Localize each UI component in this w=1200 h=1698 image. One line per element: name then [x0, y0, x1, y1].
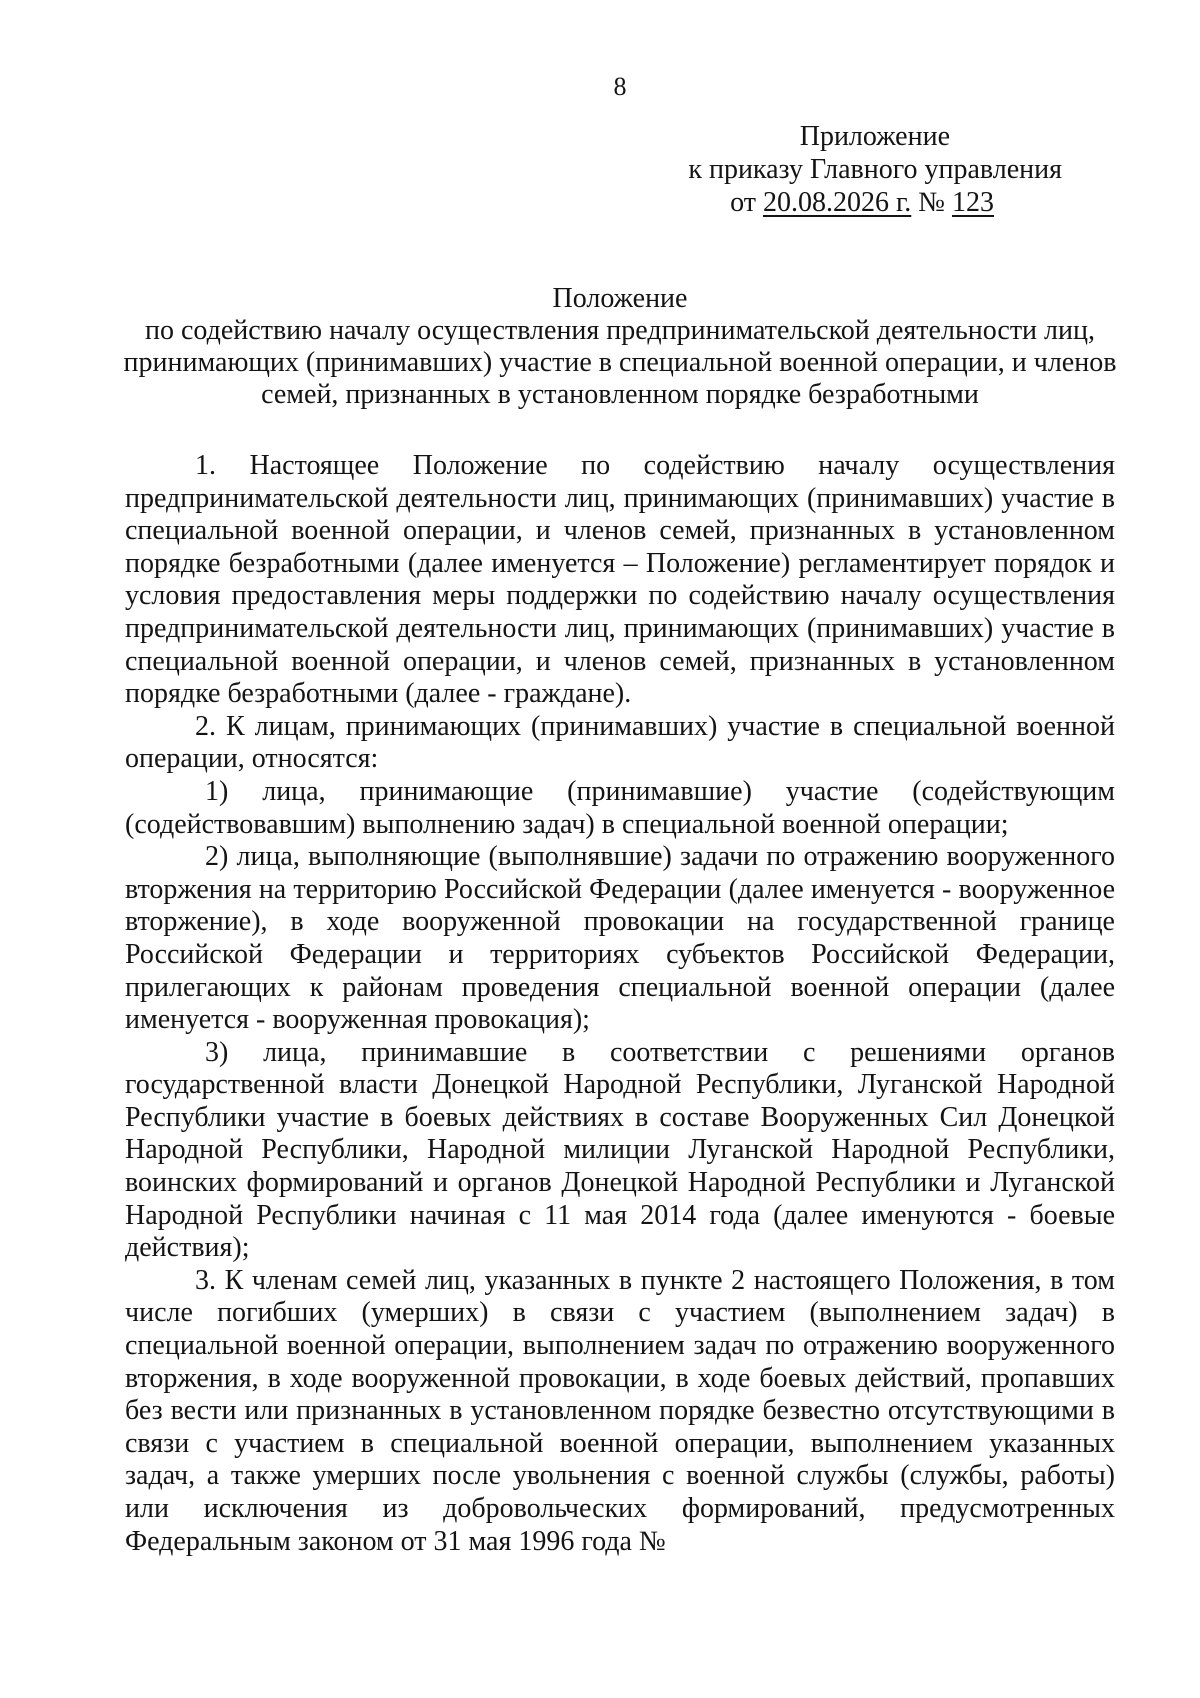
title-heading: Положение [552, 283, 688, 314]
page-number: 8 [613, 72, 627, 101]
paragraph-2-item-1: 1) лица, принимающие (принимавшие) участие (содействующим (содействовавшим) выполнению задач) в специальной военной операции; [125, 775, 1115, 840]
appendix-order-date-number [562, 186, 1062, 219]
appendix-header [562, 120, 1062, 219]
appendix-order-reference: к приказу Главного управления [688, 154, 1062, 185]
paragraph-3: 3. К членам семей лиц, указанных в пункте 2 настоящего Положения, в том числе погибших (умерших) в связи с участием (выполнением задач) в специальной военной операции, выполнением задач по отражению вооруженного вторжения, в ходе вооруженной провокации, в ходе боевых действий, пропавших без вести или признанных в установленном порядке безвестно отсутствующими в связи с участием в специальной военной операции, выполнением указанных задач, а также умерших после увольнения с военной службы (службы, работы) или исключения из добровольческих формирований, предусмотренных Федеральным законом от 31 мая 1996 года № [125, 1264, 1115, 1557]
document-title [110, 283, 1130, 411]
order-date-prefix: от [730, 187, 763, 218]
title-subtitle: по содействию началу осуществления предпринимательской деятельности лиц, принимающих (принимавших) участие в специальной военной операции, и членов семей, признанных в установленном порядке безработными [123, 315, 1117, 410]
order-date: 20.08.2026 г. [762, 187, 912, 218]
paragraph-2-item-2: 2) лица, выполняющие (выполнявшие) задачи по отражению вооруженного вторжения на территорию Российской Федерации (далее именуется - вооруженное вторжение), в ходе вооруженной провокации на государственной границе Российской Федерации и территориях субъектов Российской Федерации, прилегающих к районам проведения специальной военной операции (далее именуется - вооруженная провокация); [125, 841, 1115, 1036]
order-number: 123 [952, 187, 994, 218]
paragraph-2: 2. К лицам, принимающих (принимавших) участие в специальной военной операции, относятся: [125, 710, 1115, 775]
document-body [125, 450, 1115, 1558]
appendix-label: Приложение [799, 121, 950, 152]
order-number-sign: № [911, 187, 952, 218]
paragraph-2-item-3: 3) лица, принимавшие в соответствии с решениями органов государственной власти Донецкой Народной Республики, Луганской Народной Республики участие в боевых действиях в составе Вооруженных Сил Донецкой Народной Республики, Народной милиции Луганской Народной Республики, воинских формирований и органов Донецкой Народной Республики и Луганской Народной Республики начиная с 11 мая 2014 года (далее именуются - боевые действия); [125, 1036, 1115, 1264]
paragraph-1: 1. Настоящее Положение по содействию началу осуществления предпринимательской деятельности лиц, принимающих (принимавших) участие в специальной военной операции, и членов семей, признанных в установленном порядке безработными (далее именуется – Положение) регламентирует порядок и условия предоставления меры поддержки по содействию началу осуществления предпринимательской деятельности лиц, принимающих (принимавших) участие в специальной военной операции, и членов семей, признанных в установленном порядке безработными (далее - граждане). [125, 450, 1115, 710]
